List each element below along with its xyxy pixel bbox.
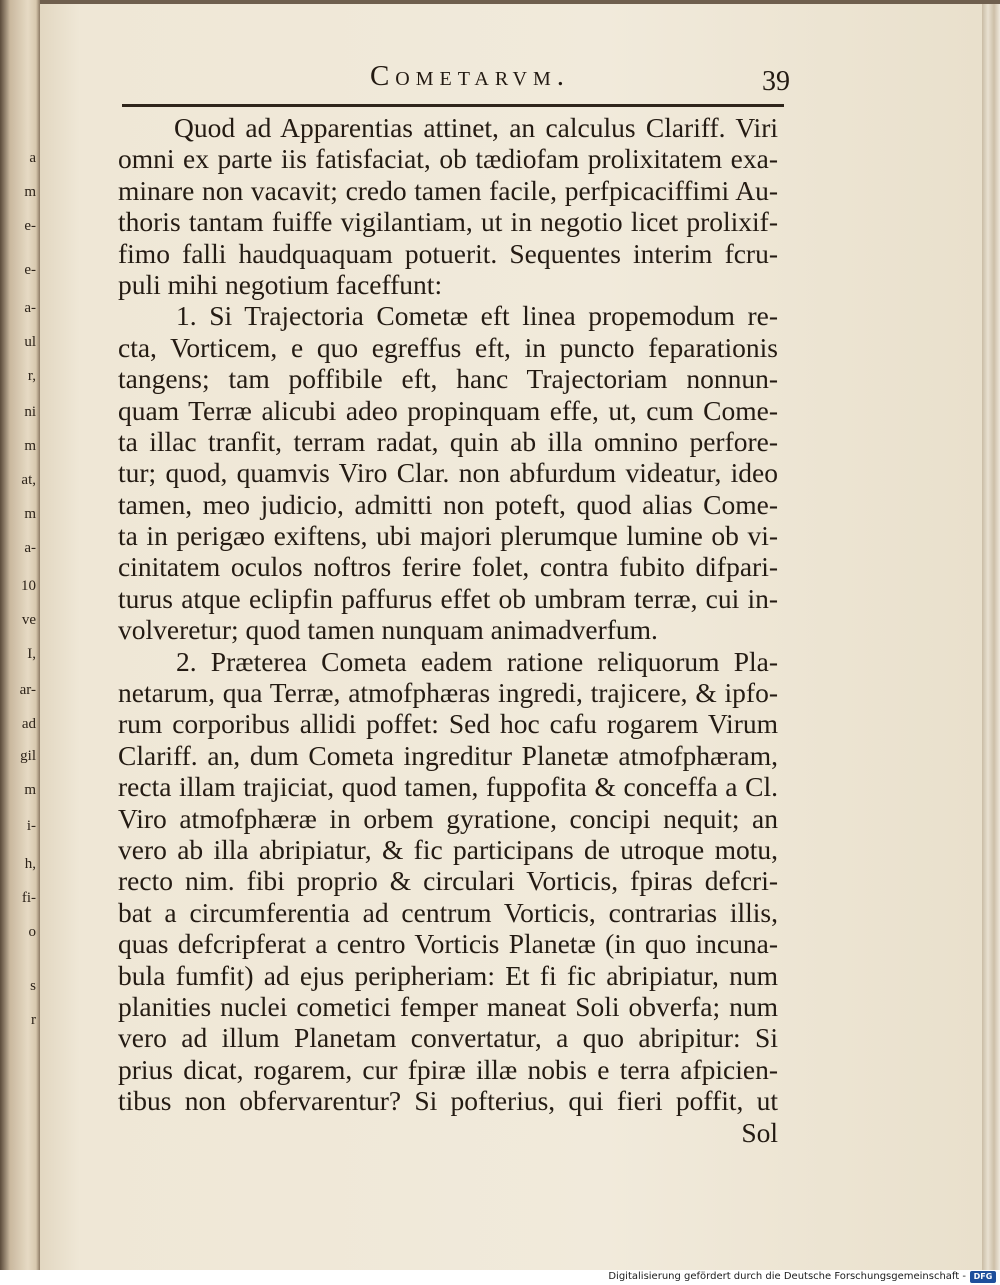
dfg-logo: DFG: [970, 1271, 996, 1283]
facing-page-fragment: gil: [20, 748, 36, 764]
facing-page-fragment: 10: [21, 578, 36, 594]
facing-page-fragment: I,: [27, 646, 36, 662]
facing-page-fragment: o: [28, 924, 36, 940]
facing-page-fragment: e-: [24, 262, 36, 278]
running-head: Cometarvm.: [369, 60, 571, 92]
text-line: minare non vacavit; credo tamen facile, perfpicaciffimi Au-: [118, 174, 778, 206]
text-line: quas defcripferat a centro Vorticis Planetæ (in quo incuna-: [118, 928, 778, 960]
text-line: quam Terræ alicubi adeo propinquam effe, ut, cum Come-: [118, 394, 778, 426]
text-line: prius dicat, rogarem, cur fpiræ illæ nobis e terra afpicien-: [118, 1053, 778, 1085]
facing-page-fragment: fi-: [21, 890, 36, 906]
catchword: Sol: [741, 1116, 778, 1148]
facing-page-fragment: r: [31, 1012, 36, 1028]
facing-page-fragment: ni: [24, 404, 36, 420]
text-line: bula fumfit) ad ejus peripheriam: Et fi fic abripiatur, num: [118, 959, 778, 991]
text-line: Quod ad Apparentias attinet, an calculus Clariff. Viri: [174, 112, 778, 143]
facing-page-fragment: ve: [21, 612, 36, 628]
text-line: rum corporibus allidi poffet: Sed hoc cafu rogarem Virum: [118, 708, 778, 740]
facing-page-fragment: h,: [24, 856, 36, 872]
text-line: bat a circumferentia ad centrum Vorticis, contrarias illis,: [118, 896, 778, 928]
text-line: puli mihi negotium faceffunt:: [118, 268, 443, 300]
text-line: volveretur; quod tamen nunquam animadverfum.: [118, 614, 658, 646]
header-rule: [122, 104, 784, 107]
text-line: turus atque eclipfin paffurus effet ob umbram terræ, cui in-: [118, 582, 778, 614]
facing-page-fragment: r,: [27, 368, 36, 384]
facing-page-fragment: ar-: [19, 682, 36, 698]
facing-page-fragment: ad: [21, 716, 36, 732]
text-line: Clariff. an, dum Cometa ingreditur Planetæ atmofphæram,: [118, 739, 778, 771]
page-number: 39: [762, 66, 790, 97]
facing-page-fragment: s: [30, 978, 36, 994]
facing-page-fragment: m: [24, 506, 36, 522]
text-line: netarum, qua Terræ, atmofphæras ingredi, trajicere, & ipfo-: [118, 677, 778, 709]
text-line: 2. Præterea Cometa eadem ratione reliquorum Pla-: [176, 645, 778, 677]
facing-page-fragment: e-: [24, 218, 36, 234]
text-line: fimo falli haudquaquam potuerit. Sequentes interim fcru-: [118, 237, 778, 269]
text-line: planities nuclei cometici femper maneat Soli obverfa; num: [118, 990, 778, 1022]
text-line: 1. Si Trajectoria Cometæ eft linea propemodum re-: [176, 300, 778, 332]
text-line: tangens; tam poffibile eft, hanc Trajectoriam nonnun-: [118, 363, 778, 395]
facing-page-edge: [0, 0, 40, 1270]
text-line: recto nim. fibi proprio & circulari Vorticis, fpiras defcri-: [118, 865, 778, 897]
text-line: vero ab illa abripiatur, & fic participans de utroque motu,: [118, 833, 778, 865]
text-line: ta illac tranfit, terram radat, quin ab illa omnino perfore-: [118, 425, 778, 457]
text-line: cinitatem oculos noftros ferire folet, contra fubito difpari-: [118, 551, 778, 583]
facing-page-fragment: m: [24, 782, 36, 798]
body-text: [118, 112, 778, 1148]
facing-page-fragment: a-: [24, 540, 36, 556]
facing-page-fragment: i-: [26, 818, 36, 834]
facing-page-fragment: ul: [24, 334, 36, 350]
text-line: thoris tantam fuiffe vigilantiam, ut in negotio licet prolixif-: [118, 206, 778, 238]
facing-page-fragment: a: [29, 150, 36, 166]
text-line: tur; quod, quamvis Viro Clar. non abfurdum videatur, ideo: [118, 457, 778, 489]
text-line: tamen, meo judicio, admitti non poteft, quod alias Come-: [118, 488, 778, 520]
facing-page-fragment: m: [24, 438, 36, 454]
text-line: vero ad illum Planetam convertatur, a quo abripitur: Si: [118, 1022, 778, 1054]
text-line: tibus non obfervarentur? Si pofterius, qui fieri poffit, ut: [118, 1085, 778, 1117]
facing-page-fragment: m: [24, 184, 36, 200]
text-line: Viro atmofphæræ in orbem gyratione, concipi nequit; an: [118, 802, 778, 834]
text-line: recta illam trajiciat, quod tamen, fuppofita & conceffa a Cl.: [118, 771, 778, 803]
facing-page-fragment: at,: [21, 472, 36, 488]
digitization-credit: Digitalisierung gefördert durch die Deutsche Forschungsgemeinschaft -: [608, 1271, 966, 1282]
facing-page-fragment: a-: [24, 300, 36, 316]
text-line: cta, Vorticem, e quo egreffus eft, in puncto feparationis: [118, 331, 778, 363]
page-stack-edge: [982, 4, 1000, 1270]
text-line: omni ex parte iis fatisfaciat, ob tædiofam prolixitatem exa-: [118, 143, 778, 175]
text-line: ta in perigæo exiftens, ubi majori plerumque lumine ob vi-: [118, 520, 778, 552]
